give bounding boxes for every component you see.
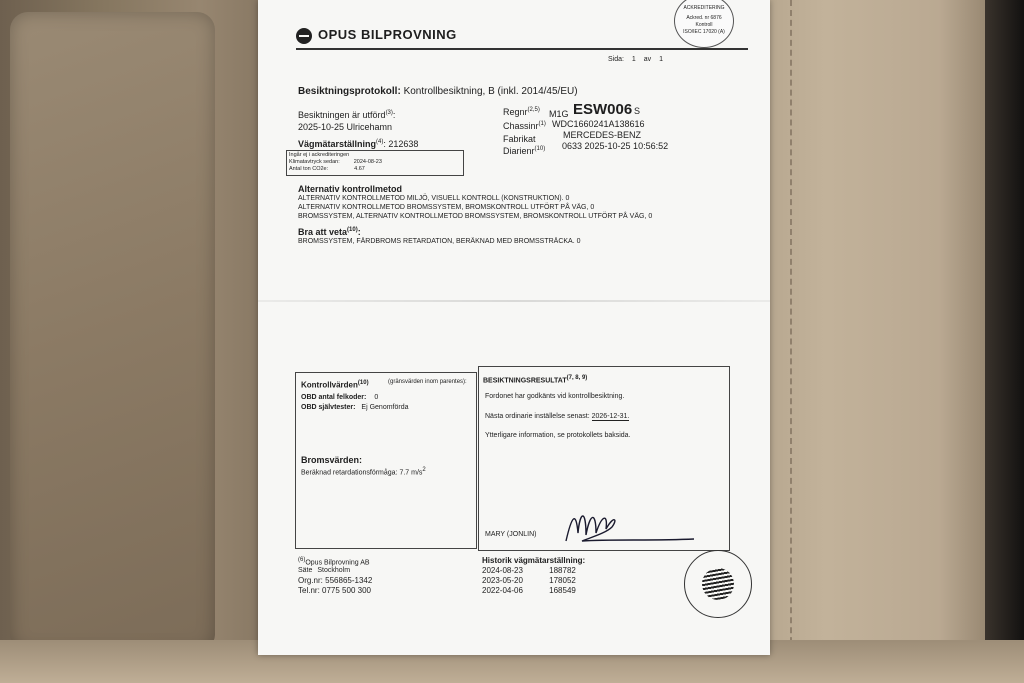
brake-label: Beräknad retardationsförmåga:	[301, 469, 398, 477]
make-label: Fabrikat	[503, 134, 536, 144]
result-line-2	[485, 413, 629, 420]
obd-self-tests	[301, 404, 409, 411]
footer-company	[298, 557, 370, 566]
registration-suffix: S	[634, 106, 641, 116]
result-heading-text: BESIKTNINGSRESULTAT	[483, 377, 567, 385]
protocol-title-value: Kontrollbesiktning, B (inkl. 2014/45/EU)	[403, 86, 578, 97]
climate-row-3-label: Antal ton CO2e:	[289, 166, 329, 172]
page-total: 1	[659, 56, 664, 63]
seat-edge-shadow	[985, 0, 1024, 683]
brake-value	[301, 467, 426, 476]
control-values-heading-text: Kontrollvärden	[301, 380, 358, 390]
odometer: Vägmätarställning$^{(4)}$: 212638	[298, 139, 419, 149]
history-row	[482, 576, 576, 585]
inspector-name: MARY (JONLIN)	[485, 531, 537, 538]
climate-row-2-label: Klimatavtryck sedan:	[289, 159, 340, 165]
odometer-history-heading: Historik vägmätarställning:	[482, 556, 586, 565]
chassi-value: WDC1660241A138616	[552, 119, 645, 129]
inspection-protocol-document	[258, 0, 770, 655]
globe-icon	[702, 568, 734, 600]
next-inspection-date: 2026-12-31.	[591, 413, 630, 420]
brake-values-heading: Bromsvärden:	[301, 455, 363, 465]
seat-cushion-panel	[10, 12, 215, 652]
inspector-signature-icon	[562, 505, 702, 545]
registration-number: ESW006	[573, 101, 633, 118]
seat-stitching	[790, 0, 800, 683]
performed-sup: (3)	[385, 110, 393, 116]
company-logo-text: OPUS BILPROVNING	[318, 27, 457, 42]
diary-label	[503, 146, 545, 156]
make-value: MERCEDES-BENZ	[563, 130, 642, 140]
chassi-label-text: Chassinr	[503, 121, 539, 131]
chassi-label	[503, 121, 546, 131]
footer-tel-label: Tel.nr:	[298, 586, 320, 595]
footer-org	[298, 576, 372, 585]
alternative-line-3: BROMSSYSTEM, ALTERNATIV KONTROLLMETOD BROMSSYSTEM, BROMSKONTROLL UTFÖRT PÅ VÄG, 0	[298, 213, 653, 220]
brake-value-number: 7.7 m/s	[399, 469, 423, 477]
climate-footprint-box	[286, 150, 464, 176]
regnr-sup: (2,5)	[527, 107, 540, 113]
footer-org-label: Org.nr:	[298, 576, 323, 585]
climate-row-3	[289, 166, 365, 172]
diary-sup: (10)	[534, 146, 546, 152]
result-line-3: Ytterligare information, se protokollets baksida.	[485, 432, 631, 439]
history-value-2: 178052	[549, 576, 576, 585]
obd-self-value: Ej Genomförda	[361, 404, 409, 411]
performed-label-text: Besiktningen är utförd	[298, 110, 386, 120]
regnr-label-text: Regnr	[503, 107, 528, 117]
header-rule	[296, 48, 748, 50]
opus-logo-icon	[296, 28, 312, 44]
protocol-title-label: Besiktningsprotokoll:	[298, 86, 401, 97]
footer-org-value: 556865-1342	[325, 576, 373, 585]
regnr-label	[503, 107, 540, 117]
diary-label-text: Diarienr	[503, 146, 535, 156]
footer-tel-value: 0775 500 300	[322, 586, 371, 595]
alternative-line-2: ALTERNATIV KONTROLLMETOD BROMSSYSTEM, BROMSKONTROLL UTFÖRT PÅ VÄG, 0	[298, 204, 595, 211]
result-heading	[483, 375, 587, 384]
page-of-label: av	[643, 56, 652, 63]
climate-row-1-label: Ingår ej i ackrediteringen	[289, 152, 350, 158]
result-line-1: Fordonet har godkänts vid kontrollbesiktning.	[485, 393, 625, 400]
good-to-know-heading: Bra att veta$^{(10)}$:	[298, 227, 361, 237]
footer-seat	[298, 567, 350, 574]
alternative-line-1: ALTERNATIV KONTROLLMETOD MILJÖ, VISUELL KONTROLL (KONSTRUKTION). 0	[298, 195, 570, 202]
accreditation-seal-icon	[674, 0, 734, 48]
odometer-label: Vägmätarställning	[298, 139, 377, 149]
obd-faults	[301, 394, 378, 401]
page-current: 1	[631, 56, 636, 63]
good-to-know-line-1: BROMSSYSTEM, FÄRDBROMS RETARDATION, BERÄKNAD MED BROMSSTRÄCKA. 0	[298, 238, 581, 245]
obd-faults-value: 0	[374, 394, 379, 401]
footer-company-sup: (6)	[298, 557, 306, 563]
good-to-know-heading-text: Bra att veta	[298, 227, 348, 237]
diary-value: 0633 2025-10-25 10:56:52	[562, 141, 669, 151]
odometer-sup: (4)	[376, 139, 384, 145]
obd-faults-label: OBD antal felkoder:	[301, 394, 367, 401]
car-seat-right	[740, 0, 1024, 683]
footer-seat-value: Stockholm	[317, 567, 351, 574]
result-sup: (7, 8, 9)	[566, 375, 588, 381]
history-value-1: 188782	[549, 566, 576, 575]
footer-tel	[298, 586, 371, 595]
good-to-know-sup: (10)	[347, 227, 358, 233]
control-values-heading	[301, 380, 369, 390]
car-seat-left	[0, 0, 250, 683]
seal-text-4: ISO/IEC 17020 (A)	[683, 29, 725, 35]
history-row	[482, 586, 576, 595]
history-date-2: 2023-05-20	[482, 576, 523, 585]
history-row	[482, 566, 576, 575]
odometer-value: 212638	[388, 139, 419, 149]
control-values-sup: (10)	[357, 380, 369, 386]
seal-text-1: ACKREDITERING	[683, 5, 725, 11]
seal-text-3: Kontroll	[695, 22, 713, 28]
obd-self-label: OBD självtester:	[301, 404, 356, 411]
chassi-sup: (1)	[538, 121, 546, 127]
performed-value: 2025-10-25 Ulricehamn	[298, 122, 393, 132]
seal-text-2: Ackred. nr 6876	[686, 15, 722, 21]
performed-label: Besiktningen är utförd$^{(3)}$:	[298, 110, 396, 120]
alternative-heading: Alternativ kontrollmetod	[298, 184, 403, 194]
paper-fold	[258, 300, 770, 302]
vehicle-class: M1G	[549, 109, 569, 119]
climate-row-2-value: 2024-08-23	[353, 159, 382, 165]
page-indicator	[608, 56, 663, 63]
protocol-title	[298, 86, 578, 97]
climate-compensated-stamp-icon	[684, 550, 752, 618]
climate-row-1	[289, 152, 349, 158]
footer-company-name: Opus Bilprovning AB	[305, 559, 370, 567]
control-values-box	[295, 372, 477, 549]
history-date-3: 2022-04-06	[482, 586, 523, 595]
page-label: Sida:	[608, 56, 624, 63]
history-date-1: 2024-08-23	[482, 566, 523, 575]
climate-row-2	[289, 159, 382, 165]
history-value-3: 168549	[549, 586, 576, 595]
brake-unit-sup: 2	[422, 467, 426, 473]
control-values-note: (gränsvärden inom parentes):	[388, 379, 467, 385]
footer-seat-label: Säte	[298, 567, 313, 574]
climate-row-3-value: 4.67	[354, 166, 365, 172]
next-inspection-label: Nästa ordinarie inställelse senast:	[485, 413, 590, 420]
